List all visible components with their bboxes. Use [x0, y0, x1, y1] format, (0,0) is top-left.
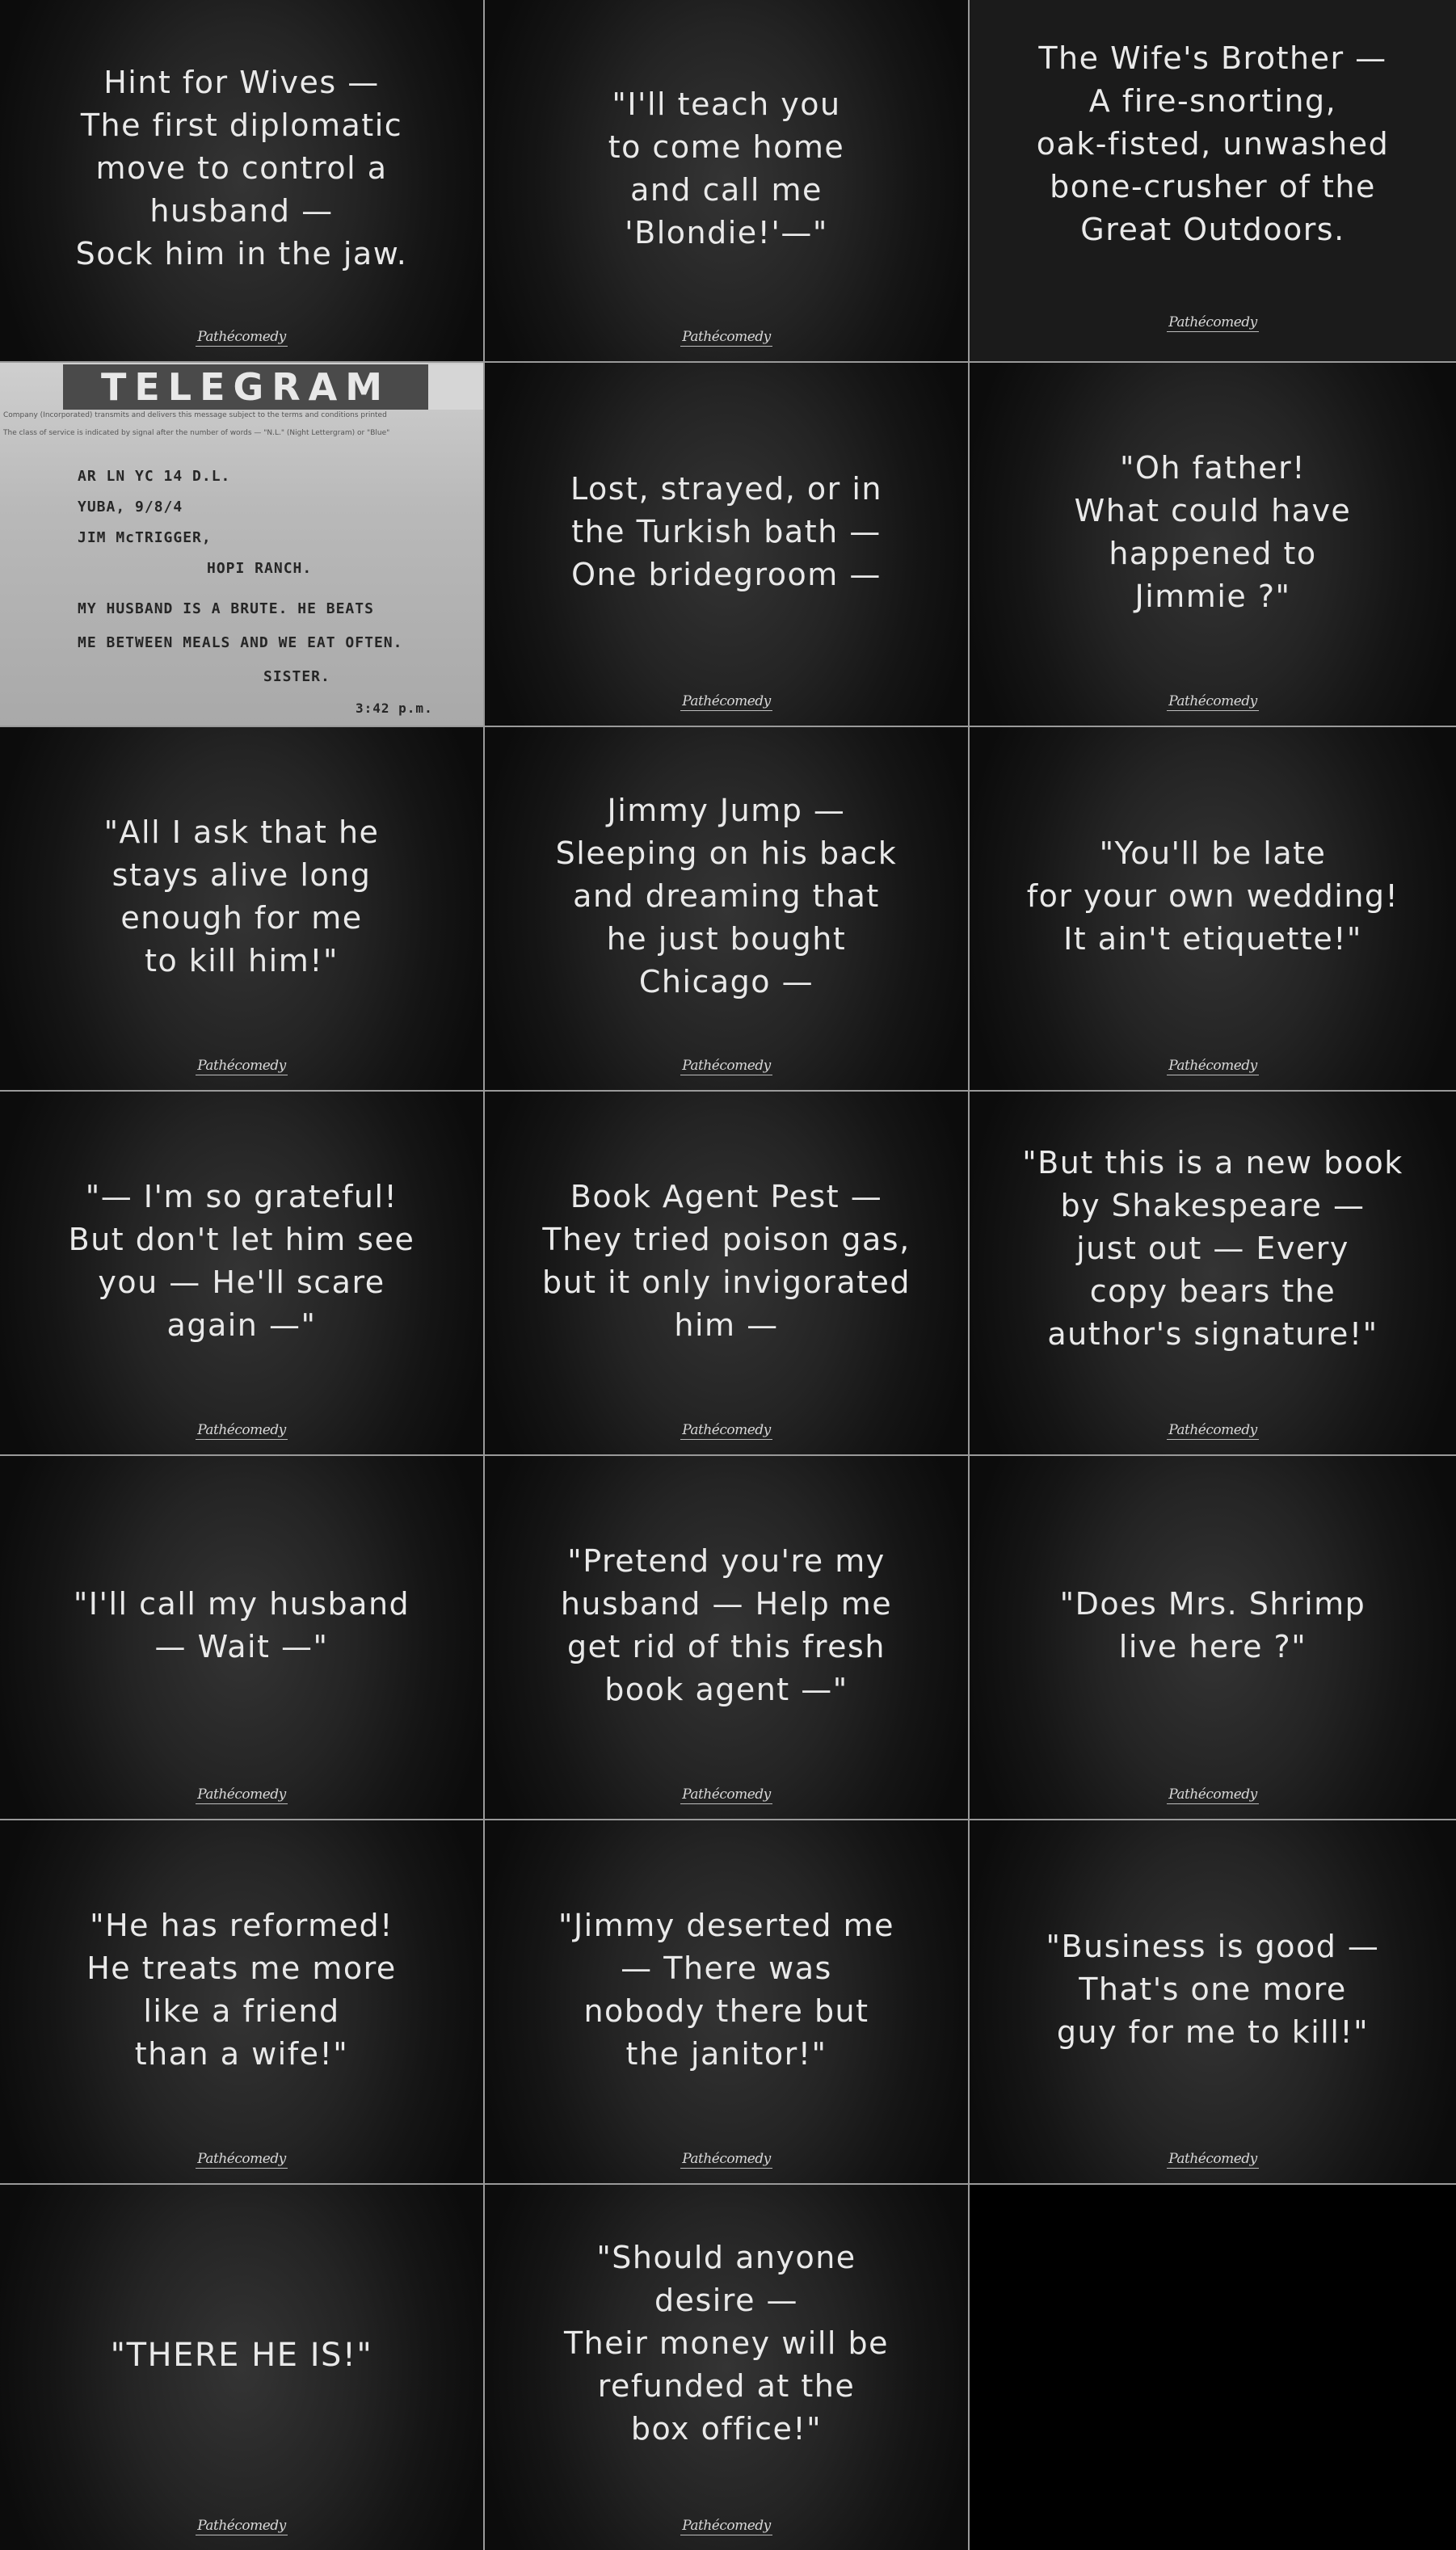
- pathe-comedy-logo: Pathécomedy: [682, 1058, 771, 1074]
- telegram-banner: TELEGRAM: [63, 364, 428, 410]
- telegram-line: ME BETWEEN MEALS AND WE EAT OFTEN.: [78, 634, 403, 651]
- title-card: [0, 2185, 485, 2550]
- title-card-text: "THERE HE IS!": [110, 2336, 373, 2374]
- telegram-line: SISTER.: [263, 668, 330, 685]
- title-card-text: "Should anyone desire — Their money will be refunded at the box office!": [563, 2239, 890, 2447]
- pathe-comedy-logo: Pathécomedy: [682, 1786, 771, 1803]
- title-card: [485, 0, 970, 363]
- pathe-comedy-logo: Pathécomedy: [197, 329, 286, 345]
- title-card-text: The Wife's Brother — A fire-snorting, oak-fisted, unwashed bone-crusher of the Great Outdoors.: [1036, 40, 1390, 247]
- title-card: [485, 363, 970, 727]
- title-card: [485, 1456, 970, 1820]
- pathe-comedy-logo: Pathécomedy: [682, 329, 771, 345]
- title-card: [970, 363, 1456, 727]
- title-card: [970, 1456, 1456, 1820]
- title-card: [0, 727, 485, 1092]
- pathe-comedy-logo: Pathécomedy: [1168, 1786, 1257, 1803]
- title-card: [485, 2185, 970, 2550]
- telegram-fine-print: Company (Incorporated) transmits and delivers this message subject to the terms and conditions printed: [3, 411, 387, 419]
- title-card: [485, 727, 970, 1092]
- title-card: [0, 0, 485, 363]
- title-card: [970, 727, 1456, 1092]
- title-card: [970, 1092, 1456, 1456]
- title-card: [970, 0, 1456, 363]
- pathe-comedy-logo: Pathécomedy: [197, 2518, 286, 2534]
- title-card-text: Book Agent Pest — They tried poison gas, but it only invigorated him —: [541, 1178, 911, 1343]
- telegram-line: AR LN YC 14 D.L.: [78, 468, 231, 485]
- telegram-line: MY HUSBAND IS A BRUTE. HE BEATS: [78, 600, 374, 617]
- empty-cell: [970, 2185, 1456, 2550]
- telegram-line: JIM McTRIGGER,: [78, 529, 212, 546]
- pathe-comedy-logo: Pathécomedy: [682, 693, 771, 709]
- title-card-text: Hint for Wives — The first diplomatic move to control a husband — Sock him in the jaw.: [75, 65, 408, 271]
- title-card: [0, 1456, 485, 1820]
- pathe-comedy-logo: Pathécomedy: [197, 2151, 286, 2167]
- telegram-line: HOPI RANCH.: [207, 560, 313, 577]
- title-card-text: "But this is a new book by Shakespeare — just out — Every copy bears the author's signature!": [1022, 1145, 1403, 1352]
- telegram-fine-print: The class of service is indicated by signal after the number of words — "N.L." (Night Lettergram) or "Blue": [3, 429, 390, 437]
- title-card-text: "All I ask that he stays alive long enough for me to kill him!": [103, 814, 380, 978]
- telegram-line: YUBA, 9/8/4: [78, 499, 183, 515]
- title-card-text: "Business is good — That's one more guy for me to kill!": [1046, 1929, 1380, 2050]
- title-card-text: "You'll be late for your own wedding! It ain't etiquette!": [1026, 835, 1399, 957]
- pathe-comedy-logo: Pathécomedy: [1168, 2151, 1257, 2167]
- title-card-text: "Jimmy deserted me — There was nobody there but the janitor!": [558, 1907, 895, 2072]
- pathe-comedy-logo: Pathécomedy: [1168, 1058, 1257, 1074]
- pathe-comedy-logo: Pathécomedy: [1168, 1422, 1257, 1438]
- pathe-comedy-logo: Pathécomedy: [197, 1422, 286, 1438]
- title-card-text: Jimmy Jump — Sleeping on his back and dreaming that he just bought Chicago —: [555, 793, 898, 999]
- title-card-text: "I'll teach you to come home and call me 'Blondie!'—": [608, 86, 845, 250]
- pathe-comedy-logo: Pathécomedy: [682, 1422, 771, 1438]
- title-card: [485, 1820, 970, 2185]
- title-card: [485, 1092, 970, 1456]
- title-card-text: "I'll call my husband — Wait —": [73, 1585, 410, 1664]
- pathe-comedy-logo: Pathécomedy: [1168, 693, 1257, 709]
- title-card-text: "— I'm so grateful! But don't let him see you — He'll scare again —": [68, 1178, 415, 1343]
- title-card-text: "Oh father! What could have happened to Jimmie ?": [1074, 449, 1352, 614]
- pathe-comedy-logo: Pathécomedy: [682, 2151, 771, 2167]
- title-card-text: Lost, strayed, or in the Turkish bath — One bridegroom —: [570, 471, 882, 592]
- title-card-text: "He has reformed! He treats me more like a friend than a wife!": [86, 1907, 397, 2072]
- pathe-comedy-logo: Pathécomedy: [1168, 314, 1257, 330]
- pathe-comedy-logo: Pathécomedy: [197, 1058, 286, 1074]
- title-card: [970, 1820, 1456, 2185]
- title-card-text: "Pretend you're my husband — Help me get rid of this fresh book agent —": [560, 1542, 893, 1707]
- title-card: [0, 1820, 485, 2185]
- telegram-banner-edge: [428, 364, 485, 410]
- pathe-comedy-logo: Pathécomedy: [197, 1786, 286, 1803]
- telegram-line: 3:42 p.m.: [356, 701, 433, 716]
- title-card: [0, 1092, 485, 1456]
- pathe-comedy-logo: Pathécomedy: [682, 2518, 771, 2534]
- telegram-card: [0, 363, 485, 727]
- title-card-text: "Does Mrs. Shrimp live here ?": [1059, 1585, 1366, 1664]
